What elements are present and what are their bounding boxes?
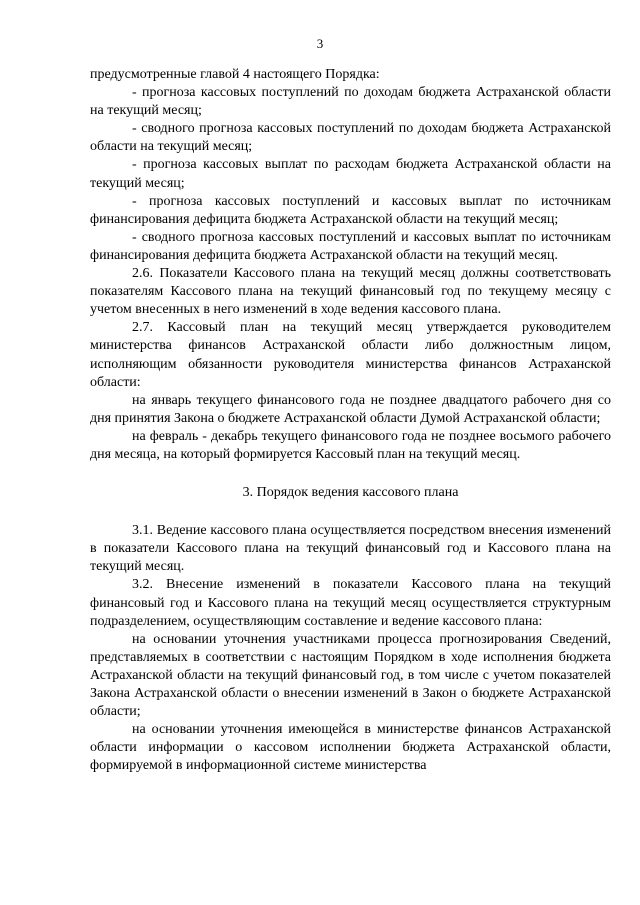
paragraph: - прогноза кассовых поступлений по доходам бюджета Астраханской области на текущий месяц; bbox=[90, 85, 611, 119]
paragraph: 3.1. Ведение кассового плана осуществляется посредством внесения изменений в показатели Кассового плана на текущий финансовый год и Кассового плана на текущий месяц. bbox=[90, 523, 611, 575]
paragraph: на январь текущего финансового года не позднее двадцатого рабочего дня со дня принятия Закона о бюджете Астраханской области Думой Астраханской области; bbox=[90, 392, 611, 426]
section-heading: 3. Порядок ведения кассового плана bbox=[242, 485, 459, 501]
paragraph: - прогноза кассовых выплат по расходам бюджета Астраханской области на текущий месяц; bbox=[90, 157, 611, 191]
page-number: 3 bbox=[316, 36, 324, 51]
paragraph: - сводного прогноза кассовых поступлений по доходам бюджета Астраханской области на текущий месяц; bbox=[90, 121, 611, 155]
paragraphs-before-heading bbox=[90, 66, 611, 464]
paragraph: предусмотренные главой 4 настоящего Порядка: bbox=[90, 67, 380, 82]
document-body bbox=[90, 66, 611, 775]
paragraph: на основании уточнения имеющейся в министерстве финансов Астраханской области информации о кассовом исполнении бюджета Астраханской области, формируемой в информационной системе министерства bbox=[90, 722, 611, 774]
paragraph: на основании уточнения участниками процесса прогнозирования Сведений, представляемых в соответствии с настоящим Порядком в ходе исполнения бюджета Астраханской области на текущий финансовый год, в том числе с учетом показателей Закона Астраханской области о внесении изменений в Закон о бюджете Астраханской области; bbox=[90, 631, 611, 720]
paragraphs-after-heading bbox=[90, 522, 611, 775]
paragraph: на февраль - декабрь текущего финансового года не позднее восьмого рабочего дня месяца, на который формируется Кассовый план на текущий месяц. bbox=[90, 428, 611, 462]
paragraph: - прогноза кассовых поступлений и кассовых выплат по источникам финансирования дефицита бюджета Астраханской области на текущий месяц; bbox=[90, 193, 611, 227]
paragraph: 3.2. Внесение изменений в показатели Кассового плана на текущий финансовый год и Кассового плана на текущий месяц осуществляется структурным подразделением, осуществляющим составление и ведение кассового плана: bbox=[90, 577, 611, 629]
paragraph: - сводного прогноза кассовых поступлений и кассовых выплат по источникам финансирования дефицита бюджета Астраханской области на текущий месяц. bbox=[90, 229, 611, 263]
paragraph: 2.7. Кассовый план на текущий месяц утверждается руководителем министерства финансов Астраханской области либо должностным лицом, исполняющим обязанности руководителя министерства финансов Астраханской области: bbox=[90, 320, 611, 390]
paragraph: 2.6. Показатели Кассового плана на текущий месяц должны соответствовать показателям Кассового плана на текущий финансовый год по текущему месяцу с учетом внесенных в него изменений в ходе ведения кассового плана. bbox=[90, 266, 611, 318]
